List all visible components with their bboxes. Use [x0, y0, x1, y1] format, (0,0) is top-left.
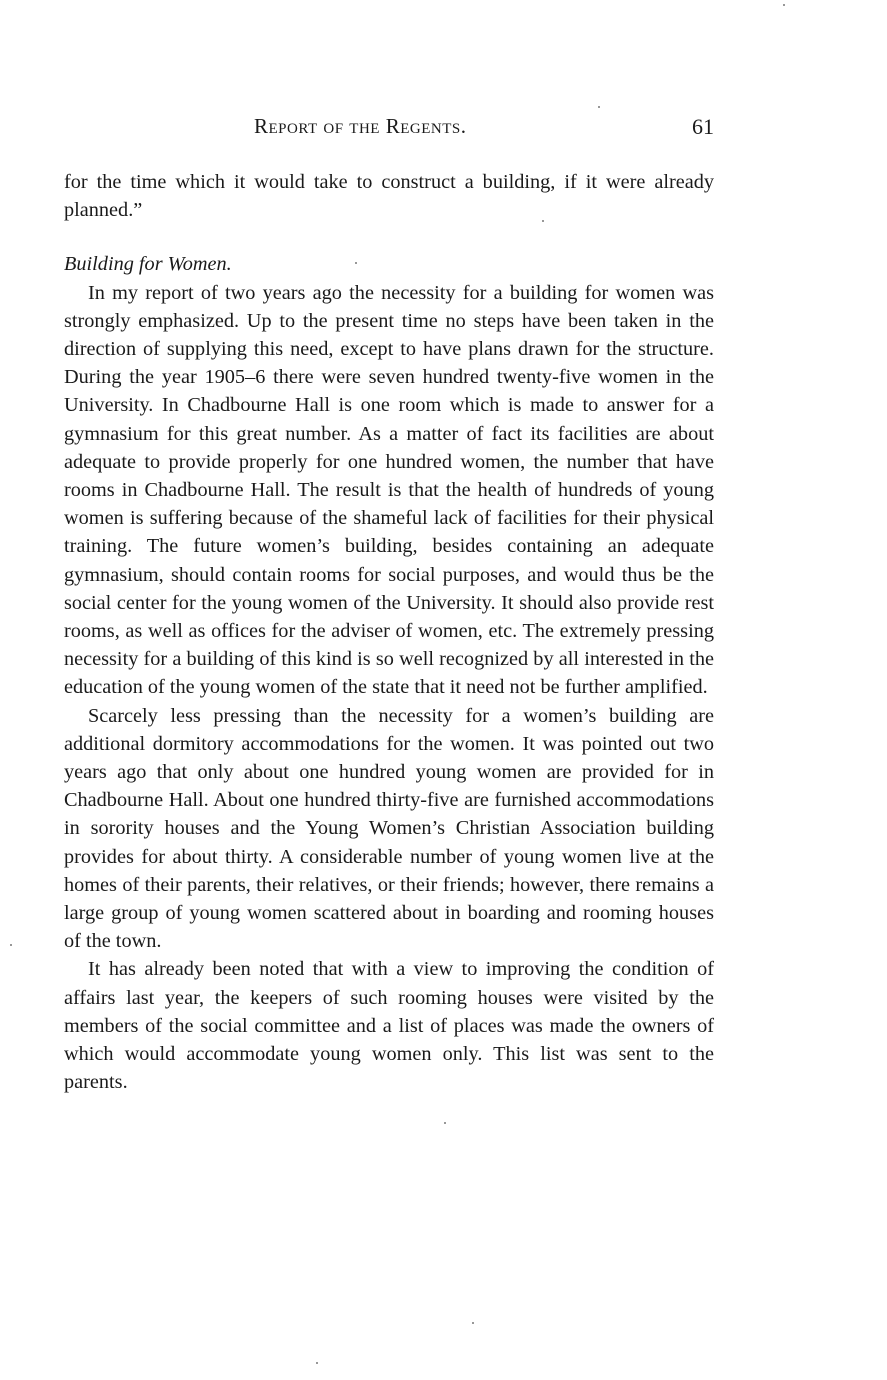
page-header	[64, 114, 714, 144]
body-paragraph-2: Scarcely less pressing than the necessity for a women’s building are additional dormitory accommodations for the women. It was pointed out two years ago that only about one hundred young women are provided for in Chadbourne Hall. About one hundred thirty-five are furnished accommodations in sorority houses and the Young Women’s Christian Association building provides for about thirty. A considerable number of young women live at the homes of their parents, their relatives, or their friends; however, there remains a large group of young women scattered about in boarding and rooming houses of the town.	[64, 704, 714, 953]
continued-paragraph: for the time which it would take to construct a building, if it were already planned.”	[64, 171, 714, 222]
page-number: 61	[692, 114, 714, 139]
body-paragraph-3: It has already been noted that with a view to improving the condition of affairs last year, the keepers of such rooming houses were visited by the members of the social committee and a list of places was made the owners of which would accommodate young women only. This list was sent to the parents.	[64, 958, 714, 1094]
section-heading: Building for Women.	[64, 253, 232, 276]
body-paragraph-1: In my report of two years ago the necessity for a building for women was strongly emphasized. Up to the present time no steps have been taken in the direction of supplying this need, except to have plans drawn for the structure. During the year 1905–6 there were seven hundred twenty-five women in the University. In Chadbourne Hall is one room which is made to answer for a gymnasium for this great number. As a matter of fact its facilities are about adequate to provide properly for one hundred women, the number that have rooms in Chadbourne Hall. The result is that the health of hundreds of young women is suffering because of the shameful lack of facilities for their physical training. The future women’s building, besides containing an adequate gymnasium, should contain rooms for social purposes, and would thus be the social center for the young women of the University. It should also provide rest rooms, as well as offices for the adviser of women, etc. The extremely pressing necessity for a building of this kind is so well recognized by all interested in the education of the young women of the state that it need not be further amplified.	[64, 281, 714, 699]
scan-speck	[316, 1362, 318, 1364]
page-body	[64, 168, 714, 1097]
scan-speck	[542, 220, 544, 222]
scan-speck	[355, 262, 357, 264]
scan-speck	[783, 4, 785, 6]
scan-speck	[598, 106, 600, 108]
scan-speck	[444, 1122, 446, 1124]
scan-speck	[472, 1322, 474, 1324]
running-head: Report of the Regents.	[254, 114, 467, 138]
scan-speck	[10, 944, 12, 946]
